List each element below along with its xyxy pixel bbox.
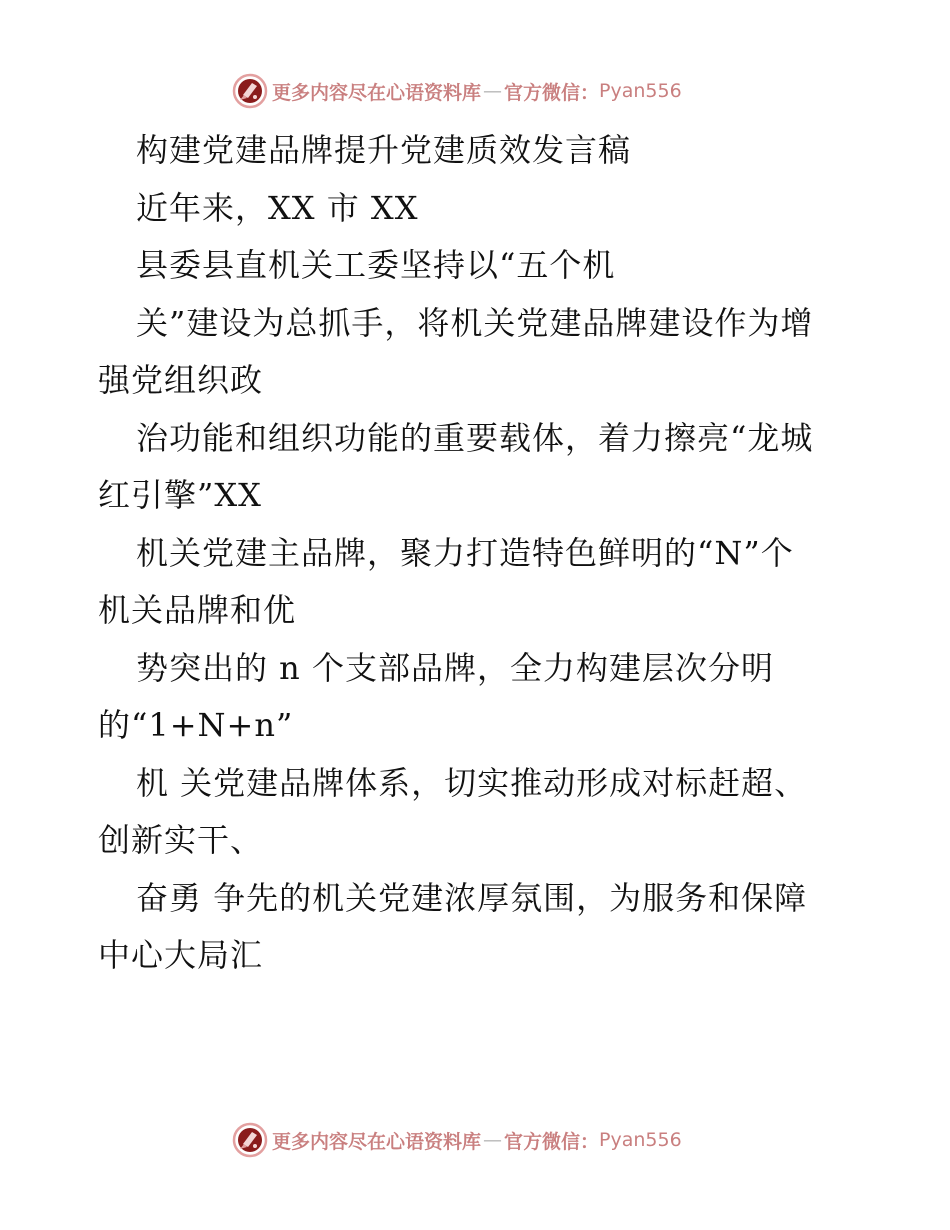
doc-line: 近年来，XX 市 XX: [136, 188, 419, 227]
document-body: [98, 122, 868, 985]
doc-line: 奋勇 争先的机关党建浓厚氛围，为服务和保障: [136, 878, 808, 917]
banner-brand-text: 更多内容尽在心语资料库: [272, 1130, 482, 1153]
doc-line: 县委县直机关工委坚持以“五个机: [136, 246, 616, 284]
brand-logo-icon: [232, 1122, 268, 1158]
doc-line: 中心大局汇: [98, 936, 264, 974]
banner-wechat-id: Pyan556: [599, 80, 682, 102]
banner-wechat-label: 官方微信：: [504, 81, 600, 104]
banner-brand-text: 更多内容尽在心语资料库: [272, 81, 482, 104]
doc-line: 机关党建主品牌，聚力打造特色鲜明的“N”个: [136, 533, 794, 572]
doc-line: 的“1+N+n”: [98, 706, 294, 744]
doc-line: 关”建设为总抓手，将机关党建品牌建设作为增: [136, 303, 814, 342]
banner-dash: —: [483, 1129, 503, 1151]
doc-line: 治功能和组织功能的重要载体，着力擦亮“龙城: [136, 418, 814, 457]
footer-banner: [232, 1120, 682, 1160]
doc-line: 势突出的 n 个支部品牌，全力构建层次分明: [136, 648, 774, 687]
doc-line: 机 关党建品牌体系，切实推动形成对标赶超、: [136, 763, 808, 802]
banner-dash: —: [483, 80, 503, 102]
brand-logo-icon: [232, 73, 268, 109]
banner-wechat-id: Pyan556: [599, 1129, 682, 1151]
header-banner: [232, 71, 682, 111]
doc-line-title: 构建党建品牌提升党建质效发言稿: [136, 131, 632, 169]
doc-line: 红引擎”XX: [98, 476, 262, 514]
doc-line: 强党组织政: [98, 361, 264, 399]
banner-wechat-label: 官方微信：: [504, 1130, 600, 1153]
doc-line: 机关品牌和优: [98, 591, 297, 629]
doc-line: 创新实干、: [98, 821, 264, 859]
